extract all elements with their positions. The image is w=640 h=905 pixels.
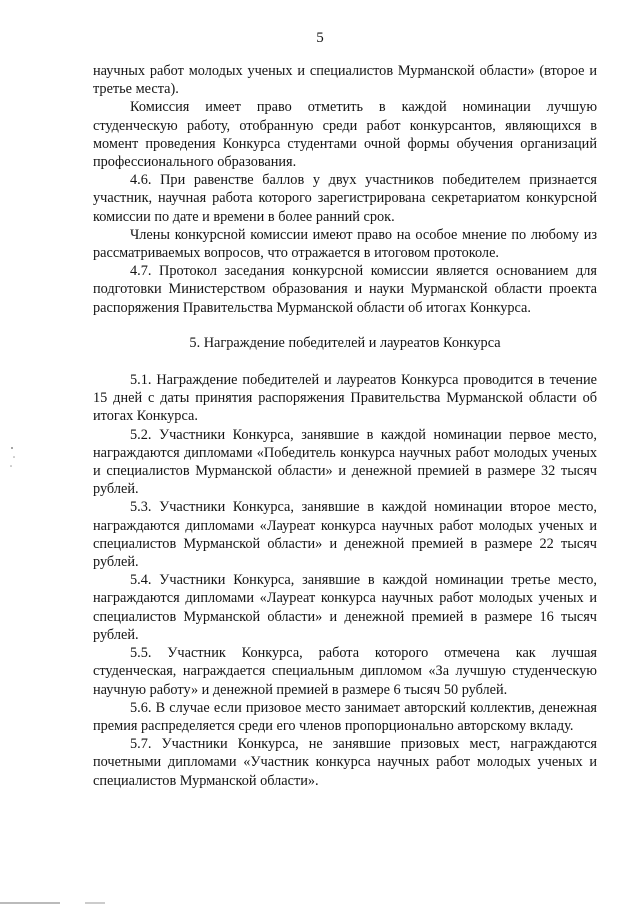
paragraph-5-2: 5.2. Участники Конкурса, занявшие в каждой номинации первое место, награждаются дипломами «Победитель конкурса научных работ молодых ученых и специалистов Мурманской области» и денежной премией в размере 32 тысяч рублей.	[93, 426, 597, 498]
paragraph-5-7: 5.7. Участники Конкурса, не занявшие призовых мест, награждаются почетными дипломами «Участник конкурса научных работ молодых ученых и специалистов Мурманской области».	[93, 736, 597, 789]
scan-edge-mark	[85, 902, 105, 904]
paragraph-student-work: Комиссия имеет право отметить в каждой номинации лучшую студенческую работу, отобранную среди работ конкурсантов, являющихся в момент проведения Конкурса студентами очной формы обучения организаций профессионального образования.	[93, 99, 597, 171]
paragraph-5-4: 5.4. Участники Конкурса, занявшие в каждой номинации третье место, награждаются дипломами «Лауреат конкурса научных работ молодых ученых и специалистов Мурманской области» и денежной премией в размере 16 тысяч рублей.	[93, 572, 597, 643]
scan-edge-mark	[0, 902, 60, 904]
paragraph-5-6: 5.6. В случае если призовое место занимает авторский коллектив, денежная премия распределяется среди его членов пропорционально авторскому вкладу.	[93, 699, 597, 734]
document-body	[93, 62, 597, 790]
scan-speck	[10, 465, 12, 467]
section-heading: 5. Награждение победителей и лауреатов Конкурса	[189, 334, 501, 351]
paragraph-4-7: 4.7. Протокол заседания конкурсной комиссии является основанием для подготовки Министерством образования и науки Мурманской области проекта распоряжения Правительства Мурманской области об итогах Конкурса.	[93, 263, 597, 316]
scan-speck	[11, 447, 13, 449]
paragraph-4-6: 4.6. При равенстве баллов у двух участников победителем признается участник, научная работа которого зарегистрирована секретариатом конкурсной комиссии по дате и времени в более ранний срок.	[93, 172, 597, 225]
page-number: 5	[316, 30, 324, 46]
paragraph-continuation: научных работ молодых ученых и специалистов Мурманской области» (второе и третье места).	[93, 63, 597, 98]
scan-speck	[13, 456, 15, 458]
paragraph-5-1: 5.1. Награждение победителей и лауреатов Конкурса проводится в течение 15 дней с даты принятия распоряжения Правительства Мурманской области об итогах Конкурса.	[93, 372, 597, 425]
paragraph-5-5: 5.5. Участник Конкурса, работа которого отмечена как лучшая студенческая, награждается специальным дипломом «За лучшую студенческую научную работу» и денежной премией в размере 6 тысяч 50 рублей.	[93, 645, 597, 698]
paragraph-dissenting-opinion: Члены конкурсной комиссии имеют право на особое мнение по любому из рассматриваемых вопросов, что отражается в итоговом протоколе.	[93, 226, 597, 262]
paragraph-5-3: 5.3. Участники Конкурса, занявшие в каждой номинации второе место, награждаются дипломами «Лауреат конкурса научных работ молодых ученых и специалистов Мурманской области» и денежной премией в размере 22 тысяч рублей.	[93, 499, 597, 571]
